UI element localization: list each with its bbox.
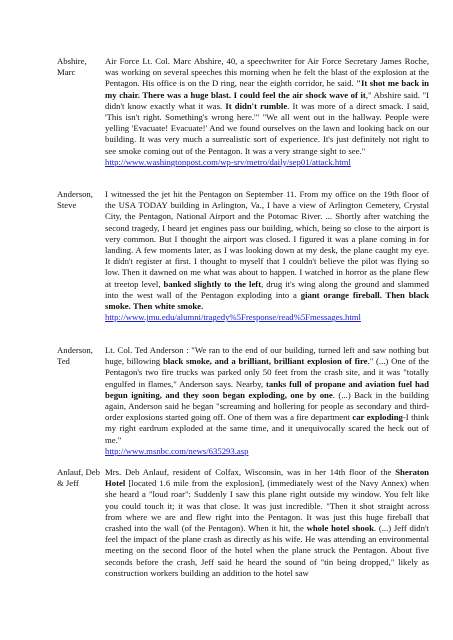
entry-abshire (57, 56, 429, 168)
text-span: Mrs. Deb Anlauf, resident of Colfax, Wisconsin, was in her 14th floor of the (105, 467, 396, 477)
text-span: Lt. Col. Ted Anderson : "We ran to the end of our building, turned left and saw nothing but huge, billowing (105, 345, 429, 367)
text-span: . (...) Jeff didn't feel the impact of the plane crash as directly as his wife. He was attending an environmental meeting on the second floor of the hotel when the plane struck the Pentagon. About five seconds before the crash, Jeff said he heard the sound of "tin being dropped," likely as construction workers building an addition to the hotel saw (105, 523, 429, 578)
text-bold: black smoke, and a brilliant, brilliant explosion of fire (162, 356, 368, 367)
text-span: [located 1.6 mile from the explosion], (immediately west of the Navy Annex) when she heard a "loud roar": Suddenly I saw this plane right outside my window. You felt like you could touch it; it was that close. It was just incredible. "Then it shot straight across from where we are and flew right into the Pentagon. It was just this huge fireball that crashed into the wall (of the Pentagon). When it hit, the (105, 478, 429, 534)
text-bold: banked slightly to the left (163, 278, 262, 289)
text-bold: tanks full of propane and aviation fuel had begun igniting, and they soon began exploding, one by one (105, 378, 429, 400)
entry-text (105, 189, 429, 323)
text-bold: It didn't rumble (225, 100, 288, 111)
text-span: ." (...) One of the Pentagon's two fire trucks was parked only 50 feet from the crash site, and it was "totally engulfed in flames," Anderson says. Nearby, (105, 356, 429, 389)
entry-anlauf (57, 467, 429, 579)
text-bold: Sheraton Hotel (105, 467, 429, 489)
entry-name: Abshire, Marc (57, 56, 87, 78)
text-span: Air Force Lt. Col. Marc Abshire, 40, a speechwriter for Air Force Secretary James Roche, was working on several speeches this morning when he felt the blast of the explosion at the Pentagon. His office is on the D ring, near the eighth corridor, he said. (105, 56, 429, 89)
text-span: ," Abshire said. "I didn't know exactly what it was. (105, 89, 429, 111)
text-span: . (...) Back in the building again, Anderson said he began "screaming and hollering for people as secondary and third-order explosions started going off. One of them was a fire department (105, 389, 430, 423)
text-bold: giant orange fireball. Then black smoke. Then white smoke. (105, 289, 429, 312)
text-span: , drug it's wing along the ground and slammed into the west wall of the Pentagon exploding into a (105, 278, 430, 300)
entry-anderson-steve (57, 189, 429, 323)
text-span: . It was more of a direct smack. I said, 'This isn't right. Something's wrong here.'" "We all went out in the hallway. People were yelling 'Evacuate! Evacuate!' And we found ourselves on the lawn and looking back on our building. It was very much a surrealistic sort of experience. It's just definitely not right to see smoke coming out of the Pentagon. It was a very strange sight to see." (105, 100, 429, 156)
source-link[interactable]: http://www.jmu.edu/alumni/tragedy%5Fresponse/read%5Fmessages.html (105, 312, 361, 323)
entry-name: Anderson, Steve (57, 189, 93, 211)
text-bold: car exploding (352, 412, 403, 423)
text-bold: "It shot me back in my chair. There was a huge blast. I could feel the air shock wave of it (105, 78, 430, 100)
entry-name: Anlauf, Deb & Jeff (57, 467, 100, 489)
text-span: I witnessed the jet hit the Pentagon on September 11. From my office on the 19th floor of the USA TODAY building in Arlington, Va., I have a view of Arlington Cemetery, Crystal City, the Pentagon, National Airport and the Potomac River. ... Shortly after watching the second tragedy, I heard jet engines pass our building, which, being so close to the airport is very common. But I thought the airport was closed. I figured it was a plane coming in for landing. A few moments later, as I was looking down at my desk, the plane caught my eye. It didn't register at first. I thought to myself that I couldn't believe the pilot was flying so low. Then it dawned on me what was about to happen. I watched in horror as the plane flew at treetop level, (105, 189, 429, 289)
text-span: -I think my right eardrum exploded at the same time, and it unequivocally scared the heck out of me." (105, 412, 429, 445)
text-bold: whole hotel shook (306, 523, 374, 534)
entry-text (105, 56, 429, 168)
source-link[interactable]: http://www.washingtonpost.com/wp-srv/metro/daily/sep01/attack.html (105, 156, 351, 167)
entry-text (105, 467, 429, 579)
entry-name: Anderson, Ted (57, 345, 93, 367)
entry-text (105, 345, 429, 457)
entry-anderson-ted (57, 345, 429, 457)
source-link[interactable]: http://www.msnbc.com/news/635293.asp (105, 445, 249, 456)
